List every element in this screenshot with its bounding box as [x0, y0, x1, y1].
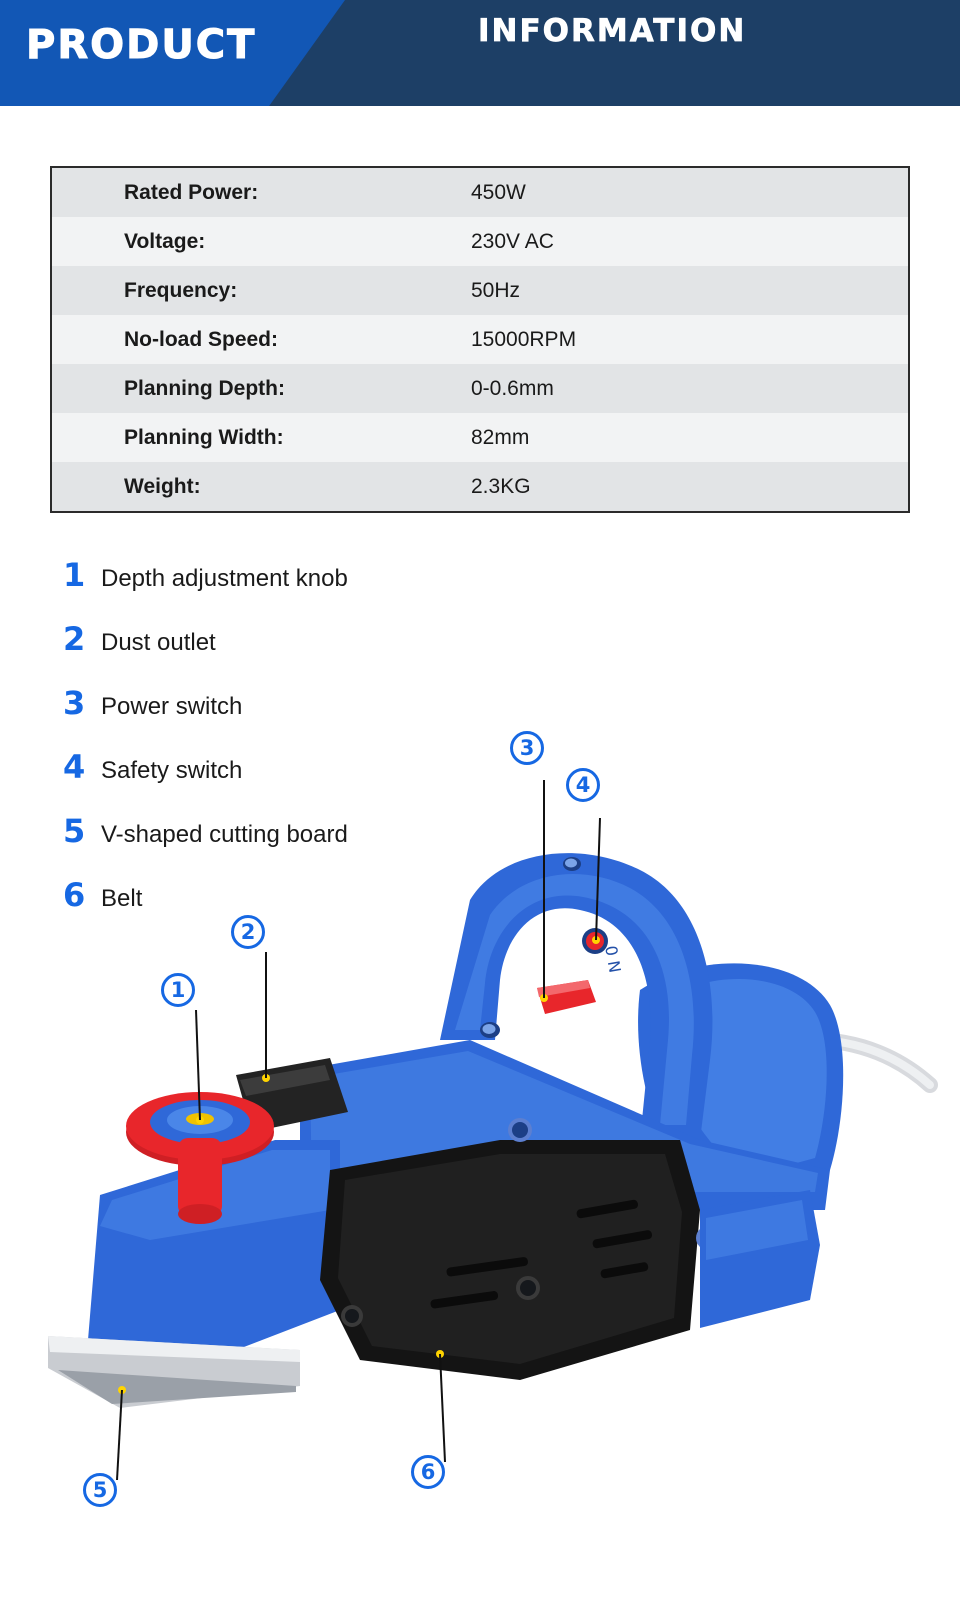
specification-table [50, 166, 910, 513]
feature-label: Depth adjustment knob [101, 565, 348, 592]
spec-row [52, 168, 908, 217]
image-callout-4: 4 [566, 768, 600, 802]
feature-item [63, 684, 583, 748]
feature-number: 5 [63, 812, 86, 850]
feature-number: 4 [63, 748, 86, 786]
spec-row [52, 364, 908, 413]
spec-value: 15000RPM [471, 327, 577, 351]
feature-label: Safety switch [101, 757, 243, 784]
planer-illustration [0, 740, 960, 1608]
feature-item [63, 620, 583, 684]
spec-label: Planning Width: [124, 425, 284, 449]
spec-row [52, 462, 908, 511]
page-header [0, 0, 960, 106]
spec-label: Weight: [124, 474, 201, 498]
feature-label: Power switch [101, 693, 243, 720]
feature-number: 1 [63, 556, 86, 594]
spec-label: Voltage: [124, 229, 206, 253]
image-callout-1: 1 [161, 973, 195, 1007]
feature-label: V-shaped cutting board [101, 821, 348, 848]
spec-label: Rated Power: [124, 180, 259, 204]
header-right-title: INFORMATION [478, 13, 747, 49]
spec-row [52, 413, 908, 462]
svg-text:0 N: 0 N [601, 944, 625, 975]
spec-value: 82mm [471, 425, 530, 449]
spec-value: 450W [471, 180, 526, 204]
image-callout-5: 5 [83, 1473, 117, 1507]
spec-value: 230V AC [471, 229, 554, 253]
feature-label: Dust outlet [101, 629, 216, 656]
image-callout-6: 6 [411, 1455, 445, 1489]
feature-item [63, 556, 583, 620]
spec-value: 0-0.6mm [471, 376, 554, 400]
header-left-title: PRODUCT [26, 22, 257, 68]
feature-label: Belt [101, 885, 143, 912]
spec-row [52, 315, 908, 364]
spec-row [52, 266, 908, 315]
spec-row [52, 217, 908, 266]
image-callout-3: 3 [510, 731, 544, 765]
feature-number: 3 [63, 684, 86, 722]
feature-number: 2 [63, 620, 86, 658]
product-image [0, 736, 960, 1608]
feature-number: 6 [63, 876, 86, 914]
spec-label: No-load Speed: [124, 327, 279, 351]
spec-label: Planning Depth: [124, 376, 285, 400]
spec-value: 50Hz [471, 278, 521, 302]
spec-label: Frequency: [124, 278, 238, 302]
spec-value: 2.3KG [471, 474, 531, 498]
image-callout-2: 2 [231, 915, 265, 949]
